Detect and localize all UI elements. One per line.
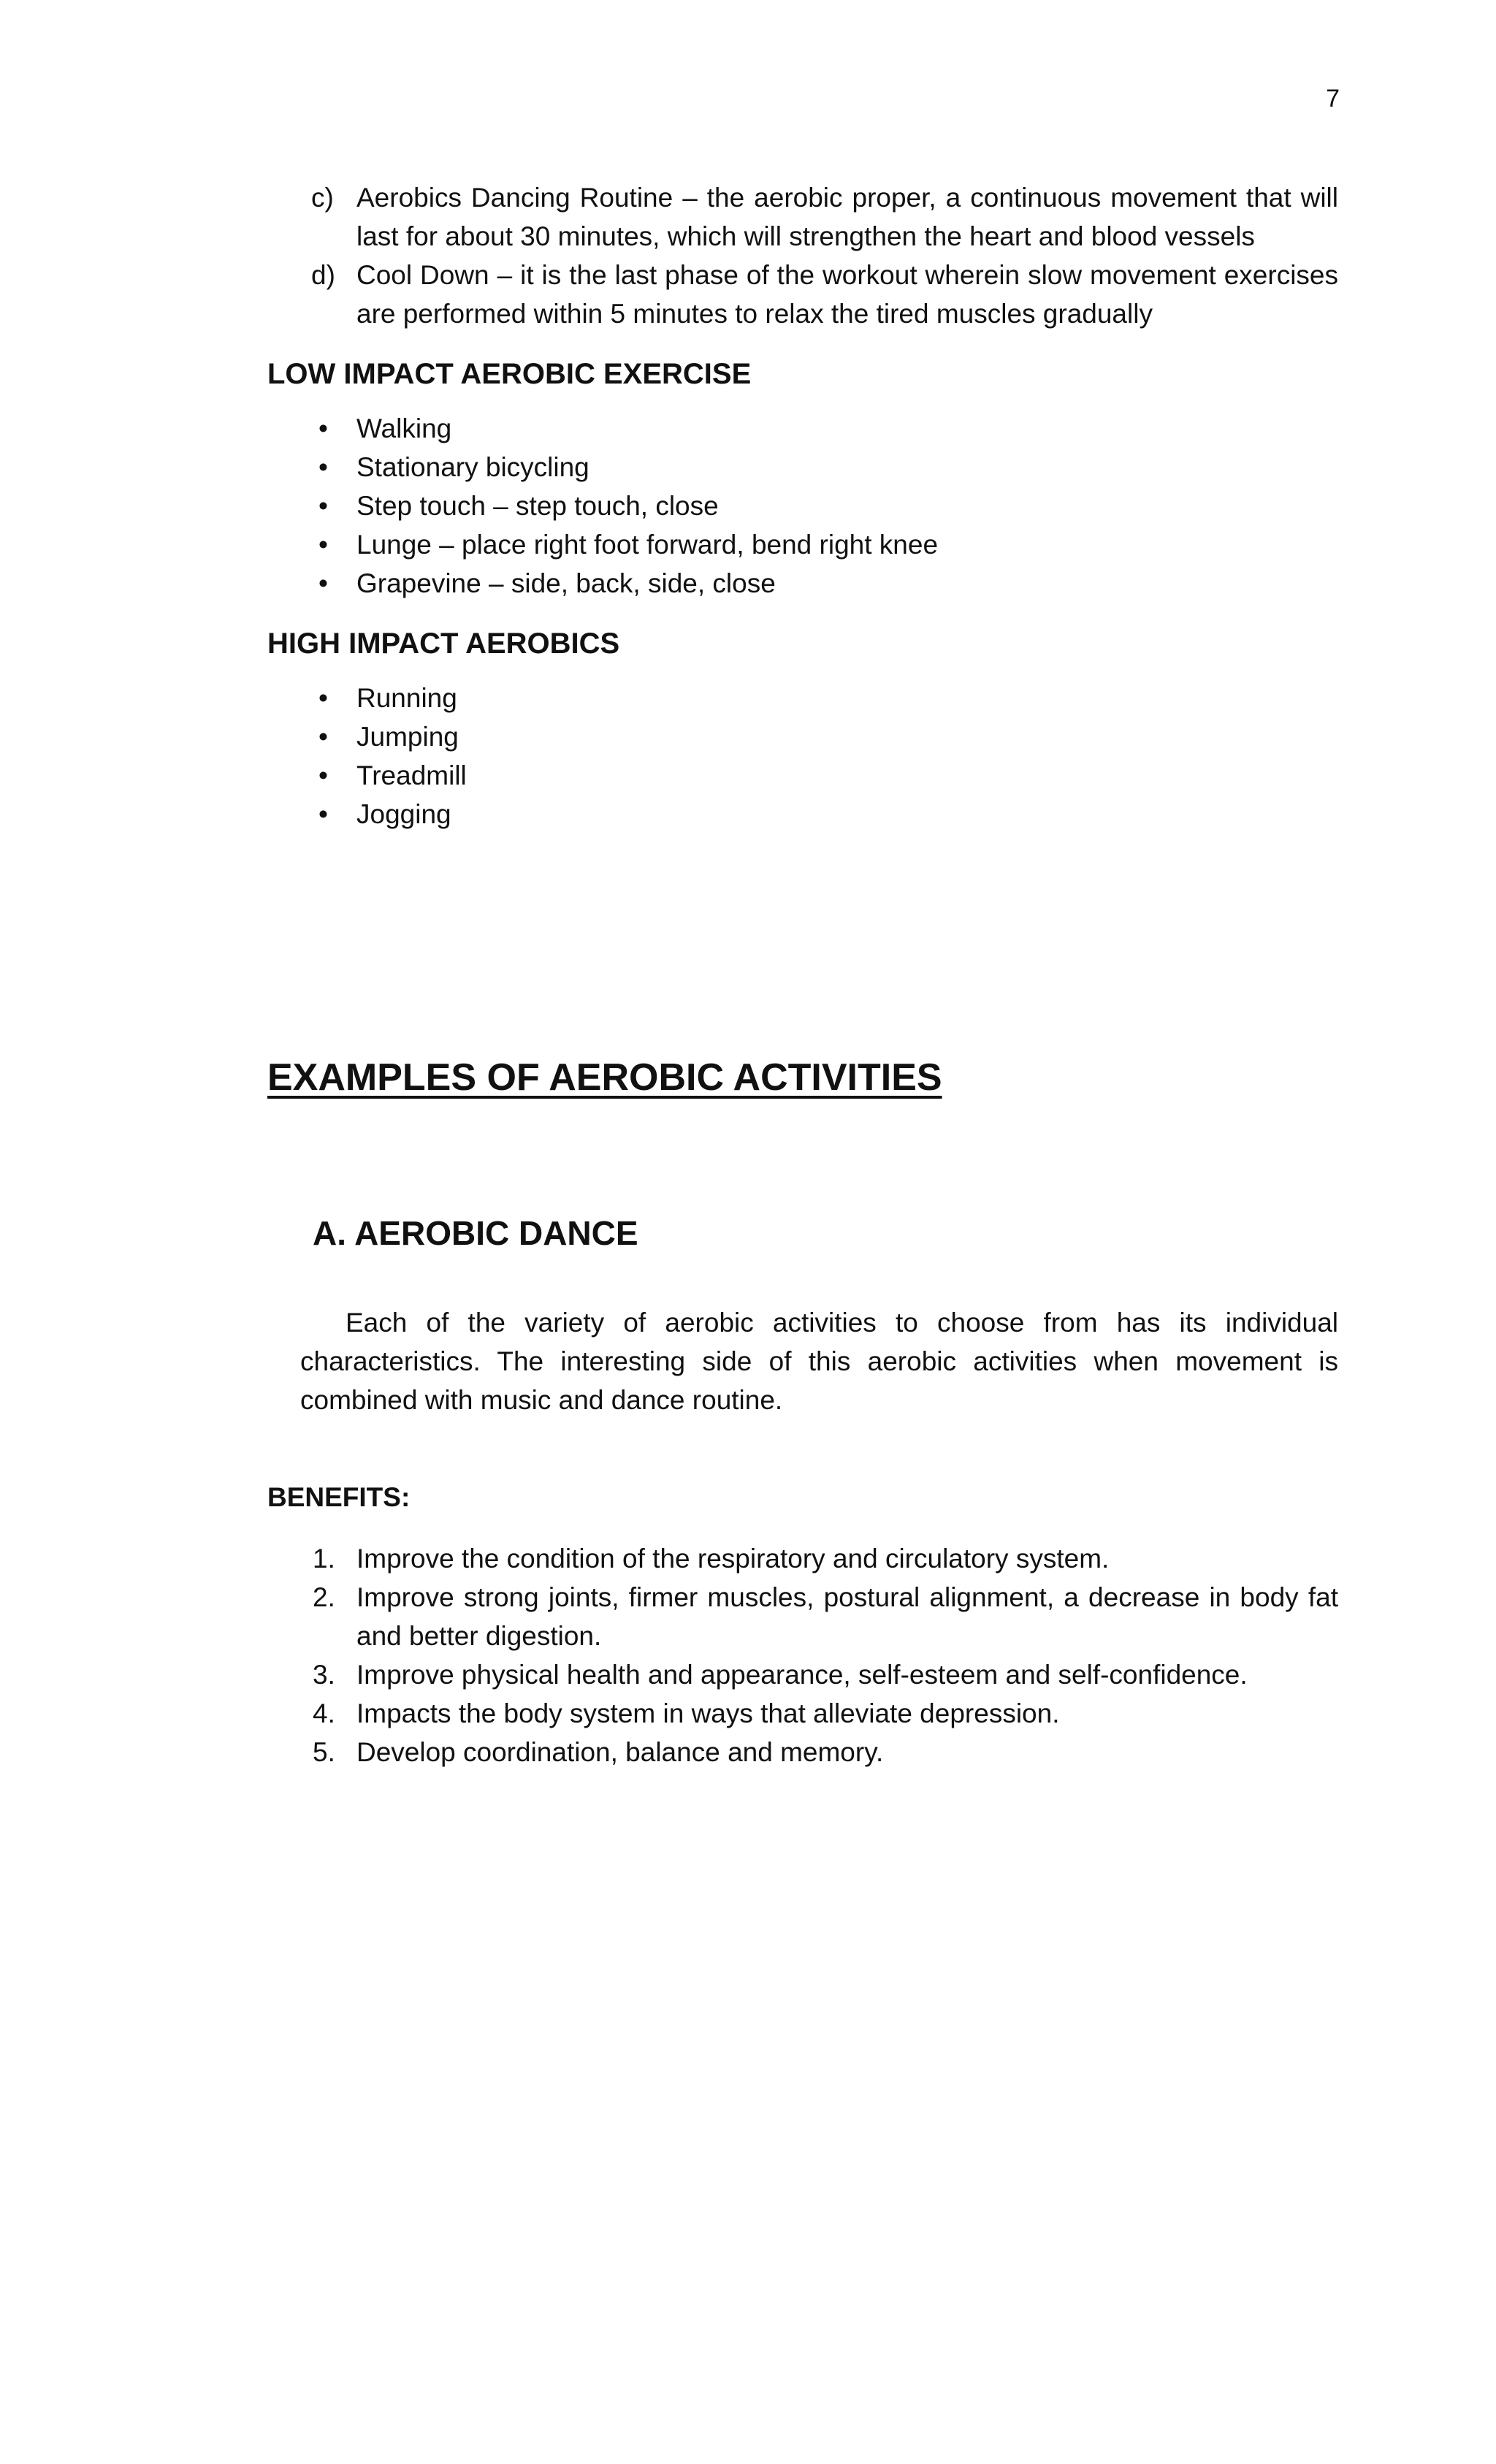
bullet-icon: • (318, 799, 328, 829)
list-item-text: Treadmill (356, 760, 467, 790)
list-item-text: Improve the condition of the respiratory and circulatory system. (356, 1544, 1110, 1574)
list-item (267, 487, 1338, 525)
list-item-text: Aerobics Dancing Routine – the aerobic proper, a continuous movement that will last for about 30 minutes, which will strengthen the heart and blood vessels (356, 183, 1338, 251)
list-item (267, 795, 1338, 834)
high-impact-list (267, 679, 1338, 834)
list-marker: d) (311, 260, 335, 290)
list-item (267, 1539, 1338, 1578)
list-item-text: Walking (356, 413, 452, 443)
list-item-text: Stationary bicycling (356, 452, 589, 482)
aerobic-dance-paragraph: Each of the variety of aerobic activities to choose from has its individual characteristics. The interesting side of this aerobic activities when movement is combined with music and dance routine. (300, 1308, 1338, 1415)
bullet-icon: • (318, 760, 328, 790)
list-item (267, 1578, 1338, 1655)
list-item (267, 679, 1338, 717)
high-impact-heading: HIGH IMPACT AEROBICS (267, 628, 620, 660)
list-item-text: Impacts the body system in ways that alleviate depression. (356, 1698, 1060, 1728)
list-item (267, 1694, 1338, 1733)
low-impact-list (267, 409, 1338, 603)
list-item-text: Running (356, 683, 457, 713)
low-impact-heading: LOW IMPACT AEROBIC EXERCISE (267, 358, 752, 390)
list-item (267, 409, 1338, 448)
list-item (267, 717, 1338, 756)
benefits-list (267, 1539, 1338, 1771)
workout-phases-list (267, 178, 1338, 333)
bullet-icon: • (318, 683, 328, 713)
list-item-text: Jogging (356, 799, 451, 829)
aerobic-dance-heading: A. AEROBIC DANCE (313, 1214, 638, 1252)
list-item-text: Cool Down – it is the last phase of the workout wherein slow movement exercises are performed within 5 minutes to relax the tired muscles gradually (356, 260, 1338, 329)
list-number: 2. (313, 1582, 335, 1612)
list-item (267, 1655, 1338, 1694)
list-marker: c) (311, 183, 334, 213)
list-number: 5. (313, 1737, 335, 1767)
bullet-icon: • (318, 491, 328, 521)
bullet-icon: • (318, 722, 328, 752)
list-item (267, 1733, 1338, 1771)
list-item (267, 178, 1338, 256)
list-item-text: Improve physical health and appearance, self-esteem and self-confidence. (356, 1660, 1248, 1690)
list-item (267, 256, 1338, 333)
list-number: 4. (313, 1698, 335, 1728)
list-item (267, 525, 1338, 564)
bullet-icon: • (318, 568, 328, 598)
list-item-text: Develop coordination, balance and memory. (356, 1737, 884, 1767)
list-item (267, 756, 1338, 795)
benefits-heading: BENEFITS: (267, 1482, 411, 1512)
examples-heading: EXAMPLES OF AEROBIC ACTIVITIES (267, 1056, 942, 1099)
list-number: 1. (313, 1544, 335, 1574)
list-number: 3. (313, 1660, 335, 1690)
list-item (267, 564, 1338, 603)
list-item-text: Grapevine – side, back, side, close (356, 568, 776, 598)
top-content (267, 178, 1338, 834)
list-item-text: Step touch – step touch, close (356, 491, 719, 521)
list-item (267, 448, 1338, 487)
bullet-icon: • (318, 530, 328, 560)
page-number: 7 (1326, 85, 1340, 112)
bullet-icon: • (318, 452, 328, 482)
list-item-text: Improve strong joints, firmer muscles, postural alignment, a decrease in body fat and better digestion. (356, 1582, 1338, 1651)
list-item-text: Lunge – place right foot forward, bend right knee (356, 530, 939, 560)
bullet-icon: • (318, 413, 328, 443)
list-item-text: Jumping (356, 722, 459, 752)
